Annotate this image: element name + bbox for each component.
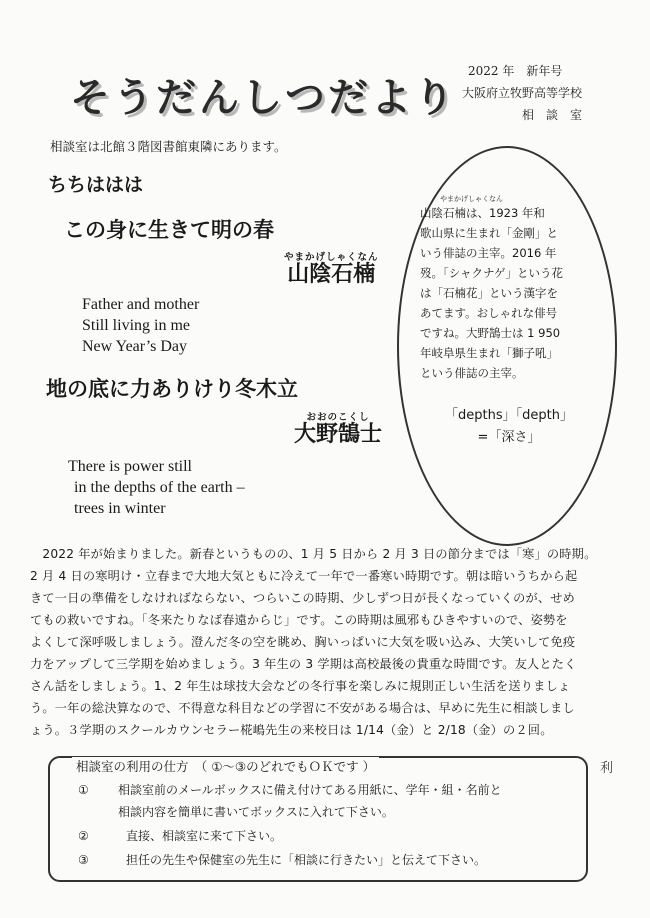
body-line: 力をアップして三学期を始めましょう。3 年生の 3 学期は高校最後の貴重な時間です。友人とたく	[30, 657, 577, 671]
usage-text: 相談室前のメールボックスに備え付けてある用紙に、学年・組・名前と	[118, 783, 502, 797]
haiku1-author-reading: やまかげしゃくなん	[284, 252, 379, 263]
stray-char: 利	[600, 761, 614, 776]
oval-line: 歿。「シャクナゲ」という花	[420, 266, 564, 280]
haiku2-author-block	[294, 412, 382, 447]
usage-num: ①	[78, 783, 89, 797]
haiku1-author: 山陰石楠	[287, 262, 376, 287]
haiku2-english	[68, 456, 245, 519]
depths-line1: 「depths」「depth」	[445, 408, 573, 423]
office-name: 相 談 室	[522, 108, 583, 122]
haiku2-english-line: trees in winter	[74, 500, 166, 517]
haiku1-english-line: New Year’s Day	[82, 338, 188, 355]
oval-line: という俳誌の主宰。	[420, 366, 524, 380]
haiku2-english-line: There is power still	[68, 458, 192, 475]
usage-num: ②	[78, 829, 89, 843]
oval-line: ですね。大野鵠士は 1 950	[420, 326, 561, 340]
depths-line2: =「深さ」	[477, 430, 541, 445]
haiku2-author-reading: おおのこくし	[306, 412, 370, 423]
haiku1-english-line: Still living in me	[82, 317, 191, 334]
usage-text: 直接、相談室に来て下さい。	[126, 829, 283, 843]
newsletter-title: そうだんしつだより	[70, 75, 457, 121]
body-line: ょう。３学期のスクールカウンセラー椛嶋先生の来校日は 1/14（金）と 2/18（金）の２回。	[30, 723, 553, 737]
body-line: てもの救いですね。「冬来たりなば春遠からじ」です。この時期は風邪もひきやすいので、姿勢を	[30, 613, 568, 627]
depths-note	[420, 405, 598, 449]
oval-reading: やまかげしゃくなん	[440, 195, 503, 203]
oval-line: いう俳誌の主宰。2016 年	[420, 246, 557, 260]
body-line: う。一年の総決算なので、不得意な科目などの学習に不安がある場合は、早めに先生に相談しまし	[30, 701, 575, 715]
usage-title: 相談室の利用の仕方 （ ①〜③のどれでもＯＫです ）	[72, 757, 379, 775]
oval-note	[420, 196, 598, 383]
usage-num: ③	[78, 853, 89, 867]
body-line: きて一日の準備をしなければならない、つらいこの時期、少しずつ日が長くなっていくのが、せめ	[30, 591, 576, 605]
haiku1-line1: ちちははは	[48, 174, 144, 196]
oval-line: は「石楠花」という漢字を	[420, 286, 558, 300]
haiku2-line1: 地の底に力ありけり冬木立	[46, 377, 298, 401]
body-line: さん話をしましょう。1、2 年生は球技大会などの冬行事を楽しみに規則正しい生活を送りましょ	[30, 679, 571, 693]
usage-text: 担任の先生や保健室の先生に「相談に行きたい」と伝えて下さい。	[126, 853, 487, 867]
location-note: 相談室は北館３階図書館東隣にあります。	[50, 139, 287, 154]
body-line: 2 月 4 日の寒明け・立春まで大地大気ともに冷えて一年で一番寒い時期です。朝は暗いうちから起	[30, 569, 578, 583]
haiku1-english	[82, 294, 199, 357]
body-line: 2022 年が始まりました。新春というものの、1 月 5 日から 2 月 3 日の節分までは「寒」の時期。	[30, 547, 597, 561]
oval-line: あてます。おしゃれな俳号	[420, 306, 558, 320]
haiku1-english-line: Father and mother	[82, 296, 200, 313]
haiku2-english-line: in the depths of the earth –	[74, 479, 245, 496]
haiku2-author: 大野鵠士	[294, 422, 383, 447]
usage-text: 相談内容を簡単に書いてボックスに入れて下さい。	[118, 805, 394, 819]
haiku1-line2: この身に生きて明の春	[64, 218, 274, 242]
oval-line: 山陰石楠は、1923 年和	[420, 206, 545, 220]
school-name: 大阪府立牧野高等学校	[462, 86, 583, 100]
oval-line: 年岐阜県生まれ「獅子吼」	[420, 346, 558, 360]
body-paragraph	[30, 543, 618, 741]
issue-label: 2022 年 新年号	[468, 64, 563, 78]
body-line: よくして深呼吸しましょう。澄んだ冬の空を眺め、胸いっぱいに大気を吸い込み、大笑いして免疫	[30, 635, 576, 649]
oval-line: 歌山県に生まれ「金剛」と	[420, 226, 558, 240]
haiku1-author-block	[284, 252, 379, 287]
